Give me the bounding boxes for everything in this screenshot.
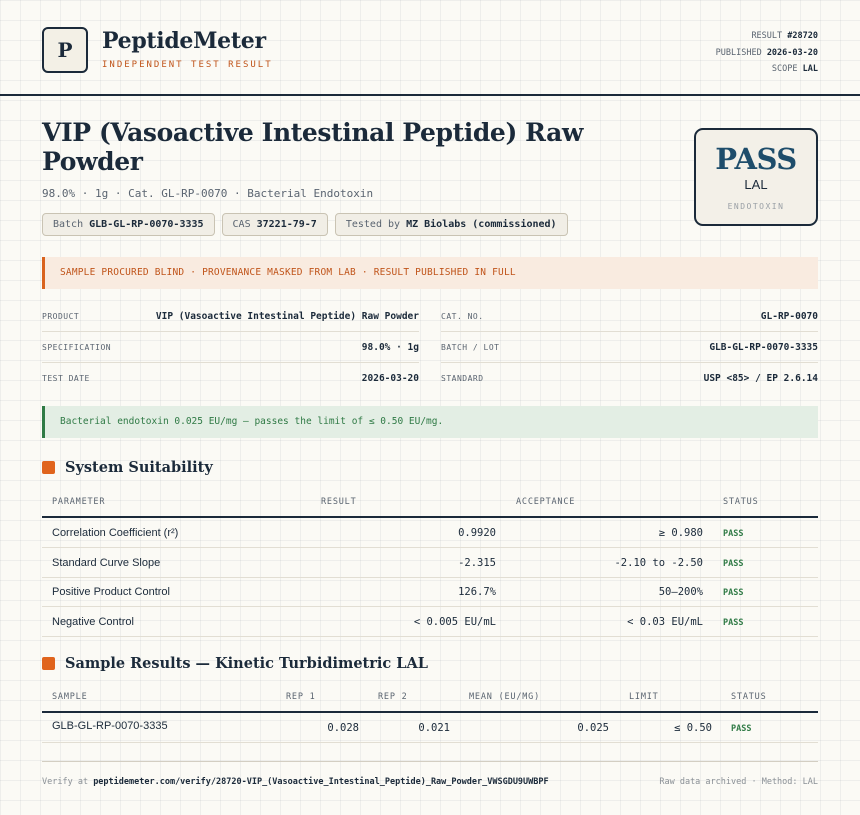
table-header	[42, 686, 818, 713]
result-summary-note: Bacterial endotoxin 0.025 EU/mg — passes the limit of ≤ 0.50 EU/mg.	[42, 406, 818, 438]
parameter-cell: Positive Product Control	[52, 586, 170, 598]
result-cell: 126.7%	[458, 586, 496, 598]
info-value: USP <85> / EP 2.6.14	[703, 373, 818, 384]
status-badge: PASS	[723, 559, 744, 569]
report-footer	[42, 761, 818, 787]
column-header: RESULT	[321, 497, 357, 507]
acceptance-cell: 50–200%	[658, 586, 703, 598]
verdict-word: PASS	[715, 142, 797, 176]
scope-label: SCOPE	[771, 64, 798, 74]
info-value: GLB-GL-RP-0070-3335	[709, 342, 818, 353]
scope-value: LAL	[802, 64, 818, 74]
verify-link[interactable]: peptidemeter.com/verify/28720-VIP_(Vasoactive_Intestinal_Peptide)_Raw_Powder_VWSGDU9UWBPF	[93, 777, 549, 787]
cas-chip	[222, 213, 328, 236]
section-marker-icon	[42, 657, 55, 670]
tested-by-chip	[335, 213, 568, 236]
result-cell: < 0.005 EU/mL	[413, 616, 496, 628]
table-row	[42, 548, 818, 578]
info-key: BATCH / LOT	[441, 343, 500, 352]
column-header: LIMIT	[629, 692, 659, 702]
brand-tagline: INDEPENDENT TEST RESULT	[102, 60, 273, 70]
table-row	[42, 607, 818, 637]
sample-id-cell: GLB-GL-RP-0070-3335	[52, 720, 168, 732]
status-badge: PASS	[723, 618, 744, 628]
archive-note: Raw data archived · Method: LAL	[659, 777, 818, 787]
info-row-cat-no	[441, 301, 818, 332]
published-date: 2026-03-20	[766, 47, 818, 58]
info-value: 2026-03-20	[361, 373, 419, 384]
result-cell: -2.315	[458, 557, 496, 569]
column-header: REP 2	[378, 692, 408, 702]
product-title: VIP (Vasoactive Intestinal Peptide) Raw Powder	[42, 118, 584, 176]
verdict-category: ENDOTOXIN	[727, 202, 785, 211]
published-label: PUBLISHED	[715, 47, 762, 58]
table-row	[42, 713, 818, 743]
column-header: STATUS	[731, 692, 767, 702]
status-badge: PASS	[723, 529, 744, 539]
report-header	[0, 0, 860, 96]
info-key: TEST DATE	[42, 374, 90, 383]
info-value: GL-RP-0070	[760, 311, 818, 322]
section-title-text: Sample Results — Kinetic Turbidimetric LAL	[65, 655, 428, 672]
product-subline: 98.0% · 1g · Cat. GL-RP-0070 · Bacterial Endotoxin	[42, 187, 374, 200]
info-row-batch-lot	[441, 332, 818, 363]
column-header: ACCEPTANCE	[516, 497, 576, 507]
result-label: RESULT	[751, 31, 783, 41]
info-key: CAT. NO.	[441, 312, 484, 321]
column-header: REP 1	[286, 692, 316, 702]
info-key: SPECIFICATION	[42, 343, 112, 352]
info-value: VIP (Vasoactive Intestinal Peptide) Raw Powder	[155, 311, 419, 322]
verdict-assay: LAL	[744, 177, 768, 192]
result-number: #28720	[787, 31, 818, 41]
info-value: 98.0% · 1g	[361, 342, 419, 353]
info-row-test-date	[42, 363, 419, 394]
chip-label: Batch	[53, 219, 84, 230]
parameter-cell: Negative Control	[52, 616, 134, 628]
limit-cell: ≤ 0.50	[674, 722, 712, 734]
column-header: PARAMETER	[52, 497, 106, 507]
chip-label: Tested by	[345, 219, 401, 230]
parameter-cell: Standard Curve Slope	[52, 557, 161, 569]
verdict-badge	[694, 128, 818, 226]
acceptance-cell: < 0.03 EU/mL	[627, 616, 703, 628]
brand-name: PeptideMeter	[102, 28, 266, 54]
info-key: STANDARD	[441, 374, 484, 383]
result-meta	[716, 28, 818, 78]
product-chips	[42, 213, 568, 236]
mean-cell: 0.025	[577, 722, 609, 734]
status-badge: PASS	[731, 724, 752, 734]
table-row	[42, 577, 818, 607]
table-row	[42, 518, 818, 548]
chip-value: MZ Biolabs (commissioned)	[406, 219, 557, 230]
info-row-specification	[42, 332, 419, 363]
rep1-cell: 0.028	[327, 722, 359, 734]
verify-prefix: Verify at	[42, 777, 89, 787]
section-title-samples	[42, 655, 428, 672]
blind-procurement-notice: SAMPLE PROCURED BLIND · PROVENANCE MASKED FROM LAB · RESULT PUBLISHED IN FULL	[42, 257, 818, 289]
status-badge: PASS	[723, 588, 744, 598]
section-marker-icon	[42, 461, 55, 474]
info-key: PRODUCT	[42, 312, 80, 321]
info-row-standard	[441, 363, 818, 394]
chip-value: 37221-79-7	[256, 219, 317, 230]
logo-icon: P	[42, 27, 88, 73]
info-row-product	[42, 301, 419, 332]
section-title-suitability	[42, 459, 213, 476]
chip-label: CAS	[232, 219, 251, 230]
rep2-cell: 0.021	[418, 722, 450, 734]
acceptance-cell: -2.10 to -2.50	[614, 557, 703, 569]
chip-value: GLB-GL-RP-0070-3335	[89, 219, 204, 230]
batch-chip	[42, 213, 215, 236]
column-header: STATUS	[723, 497, 759, 507]
column-header: MEAN (EU/MG)	[469, 692, 541, 702]
parameter-cell: Correlation Coefficient (r²)	[52, 527, 179, 539]
verify-line	[42, 777, 549, 787]
column-header: SAMPLE	[52, 692, 88, 702]
section-title-text: System Suitability	[65, 459, 213, 476]
result-cell: 0.9920	[458, 527, 496, 539]
acceptance-cell: ≥ 0.980	[658, 527, 703, 539]
table-header	[42, 491, 818, 518]
